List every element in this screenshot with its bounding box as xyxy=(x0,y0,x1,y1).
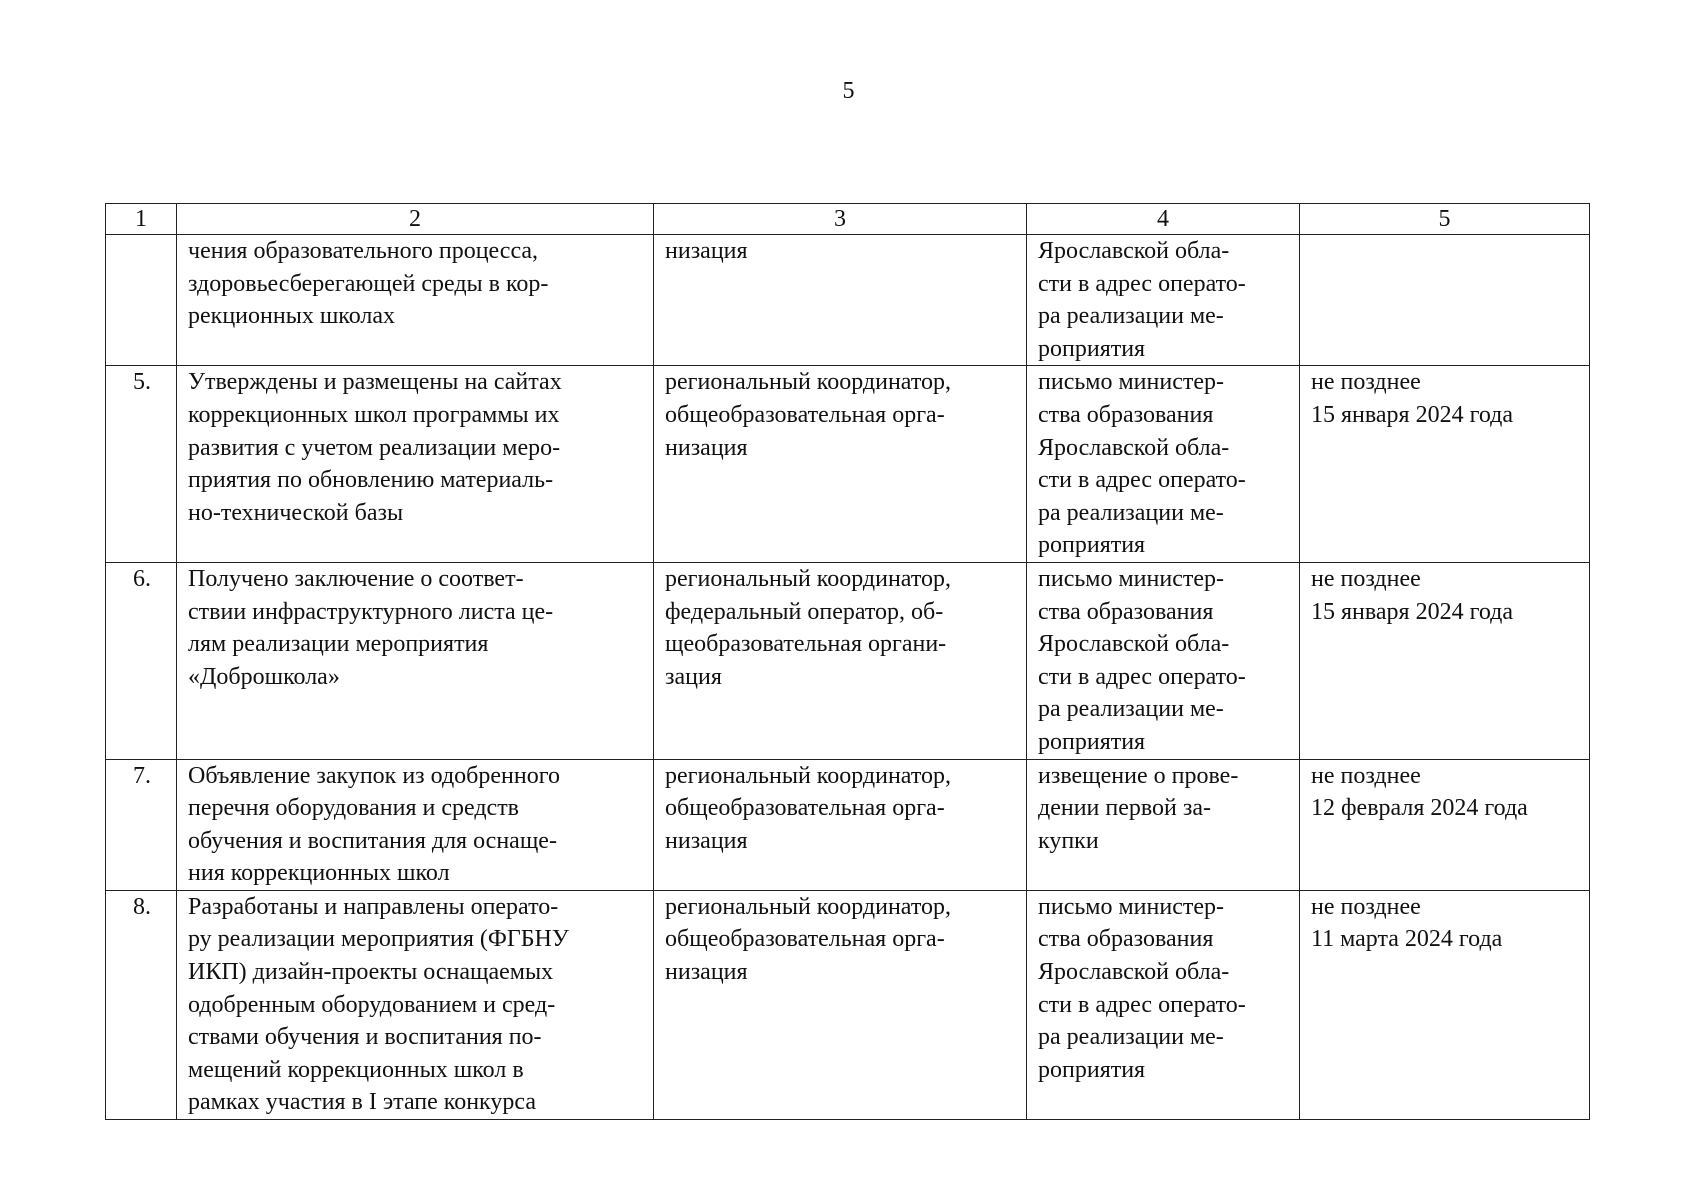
column-header-4: 4 xyxy=(1027,204,1300,235)
row-number: 6. xyxy=(106,562,177,759)
event-cell: Объявление закупок из одобренного перечня оборудования и средств обучения и воспитания для оснаще- ния коррекционных школ xyxy=(177,759,654,890)
table-row xyxy=(106,759,1590,890)
column-header-2: 2 xyxy=(177,204,654,235)
responsible-cell: низация xyxy=(654,235,1027,366)
column-header-1: 1 xyxy=(106,204,177,235)
page-number: 5 xyxy=(842,78,855,104)
document-cell: письмо министер- ства образования Ярославской обла- сти в адрес операто- ра реализации ме- роприятия xyxy=(1027,562,1300,759)
event-cell: Утверждены и размещены на сайтах коррекционных школ программы их развития с учетом реализации меро- приятия по обновлению материаль- но-технической базы xyxy=(177,366,654,563)
document-cell: письмо министер- ства образования Ярославской обла- сти в адрес операто- ра реализации ме- роприятия xyxy=(1027,890,1300,1119)
deadline-cell: не позднее 12 февраля 2024 года xyxy=(1300,759,1590,890)
row-number: 5. xyxy=(106,366,177,563)
document-cell: письмо министер- ства образования Ярославской обла- сти в адрес операто- ра реализации ме- роприятия xyxy=(1027,366,1300,563)
row-number: 8. xyxy=(106,890,177,1119)
table-row xyxy=(106,562,1590,759)
responsible-cell: региональный координатор, общеобразовательная орга- низация xyxy=(654,366,1027,563)
deadline-cell xyxy=(1300,235,1590,366)
responsible-cell: региональный координатор, общеобразовательная орга- низация xyxy=(654,890,1027,1119)
table-row xyxy=(106,890,1590,1119)
table-row xyxy=(106,366,1590,563)
deadline-cell: не позднее 11 марта 2024 года xyxy=(1300,890,1590,1119)
deadline-cell: не позднее 15 января 2024 года xyxy=(1300,562,1590,759)
event-cell: Разработаны и направлены операто- ру реализации мероприятия (ФГБНУ ИКП) дизайн-проекты оснащаемых одобренным оборудованием и сред- ствами обучения и воспитания по- мещений коррекционных школ в рамках участия в I этапе конкурса xyxy=(177,890,654,1119)
table-row xyxy=(106,235,1590,366)
events-table xyxy=(105,203,1590,1120)
event-cell: Получено заключение о соответ- ствии инфраструктурного листа це- лям реализации мероприятия «Доброшкола» xyxy=(177,562,654,759)
responsible-cell: региональный координатор, общеобразовательная орга- низация xyxy=(654,759,1027,890)
deadline-cell: не позднее 15 января 2024 года xyxy=(1300,366,1590,563)
column-header-3: 3 xyxy=(654,204,1027,235)
document-cell: Ярославской обла- сти в адрес операто- ра реализации ме- роприятия xyxy=(1027,235,1300,366)
column-header-5: 5 xyxy=(1300,204,1590,235)
row-number: 7. xyxy=(106,759,177,890)
document-cell: извещение о прове- дении первой за- купки xyxy=(1027,759,1300,890)
table-header-row xyxy=(106,204,1590,235)
responsible-cell: региональный координатор, федеральный оператор, об- щеобразовательная органи- зация xyxy=(654,562,1027,759)
row-number xyxy=(106,235,177,366)
event-cell: чения образовательного процесса, здоровьесберегающей среды в кор- рекционных школах xyxy=(177,235,654,366)
